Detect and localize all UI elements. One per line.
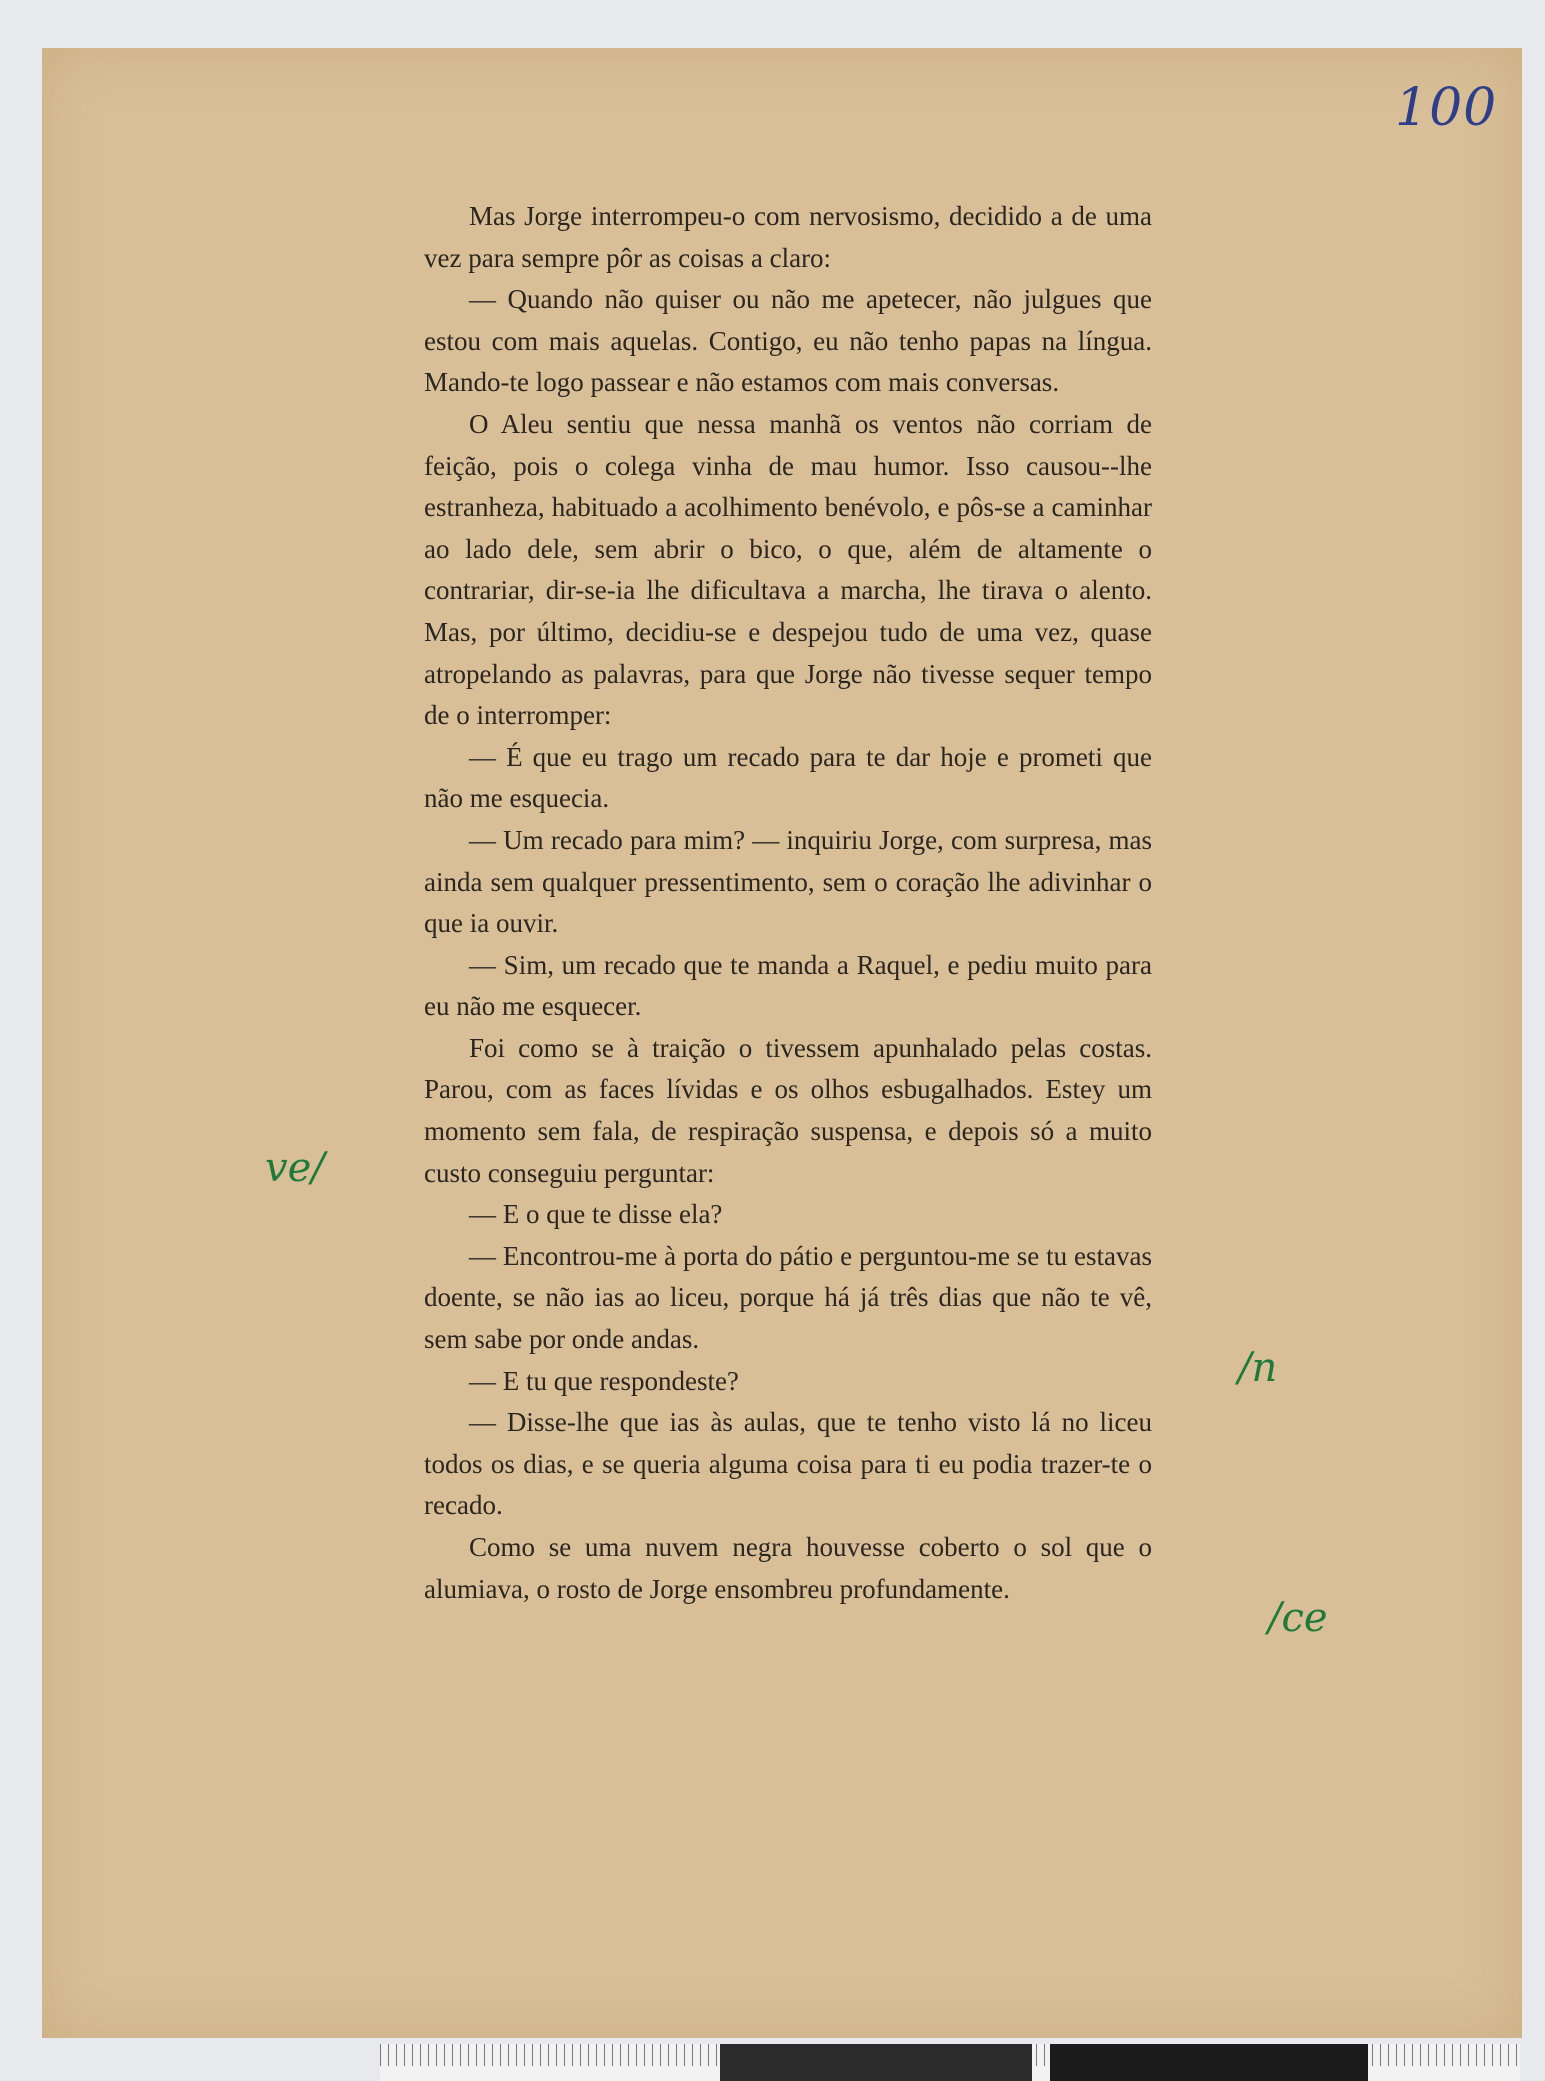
ruler-black-segment (1050, 2044, 1368, 2081)
scale-ruler (380, 2044, 1520, 2081)
dialogue-line: — Encontrou-me à porta do pátio e perguntou-me se tu estavas doente, se não ias ao liceu, porque há já três dias que não te vê, sem sabe por onde andas. (424, 1240, 1152, 1355)
dialogue-line: — Um recado para mim? — inquiriu Jorge, com surpresa, mas ainda sem qualquer pressentimento, sem o coração lhe adivinhar o que ia ouvir. (424, 824, 1152, 939)
margin-correction-mark: ve/ (265, 1145, 325, 1191)
dialogue-line: — É que eu trago um recado para te dar hoje e prometi que não me esquecia. (424, 741, 1152, 814)
paragraph: Mas Jorge interrompeu-o com nervosismo, decidido a de uma vez para sempre pôr as coisas a claro: (424, 201, 1152, 273)
paragraph: Foi como se à traição o tivessem apunhalado pelas costas. Parou, com as faces lívidas e os olhos esbugalhados. Estey um momento sem fala, de respiração suspensa, e depois só a muito custo conseguiu perguntar: (424, 1032, 1152, 1188)
dialogue-line: — E tu que respondeste? (469, 1365, 739, 1396)
page-number: 100 (1395, 78, 1498, 138)
dialogue-line: — Sim, um recado que te manda a Raquel, e pediu muito para eu não me esquecer. (424, 949, 1152, 1022)
dialogue-line: — E o que te disse ela? (469, 1199, 723, 1230)
ruler-black-segment (720, 2044, 1032, 2081)
margin-correction-mark: /n (1238, 1345, 1278, 1391)
body-text (424, 196, 1152, 1610)
paragraph: O Aleu sentiu que nessa manhã os ventos não corriam de feição, pois o colega vinha de mau humor. Isso causou--lhe estranheza, habituado a acolhimento benévolo, e pôs-se a caminhar ao lado dele, sem abrir o bico, o que, além de altamente o contrariar, dir-se-ia lhe dificultava a marcha, lhe tirava o alento. Mas, por último, decidiu-se e despejou tudo de uma vez, quase atropelando as palavras, para que Jorge não tivesse sequer tempo de o interromper: (424, 408, 1152, 731)
dialogue-line: — Quando não quiser ou não me apetecer, não julgues que estou com mais aquelas. Contigo, eu não tenho papas na língua. Mando-te logo passear e não estamos com mais conversas. (424, 284, 1152, 398)
dialogue-line: — Disse-lhe que ias às aulas, que te tenho visto lá no liceu todos os dias, e se queria alguma coisa para ti eu podia trazer-te o recado. (424, 1407, 1152, 1521)
paragraph: Como se uma nuvem negra houvesse coberto o sol que o alumiava, o rosto de Jorge ensombreu profundamente. (424, 1532, 1152, 1604)
margin-correction-mark: /ce (1268, 1595, 1328, 1641)
